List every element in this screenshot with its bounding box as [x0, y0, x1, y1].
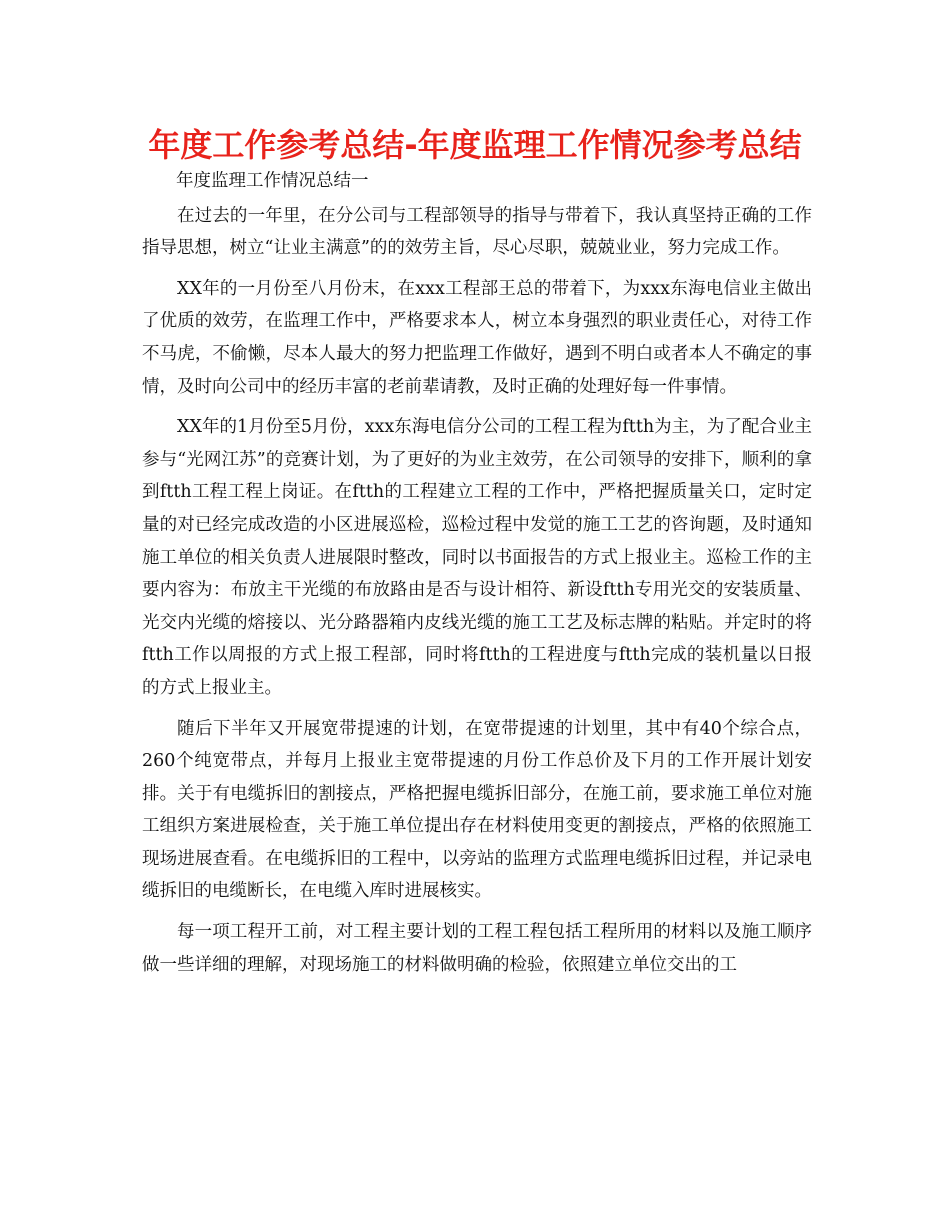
paragraph-3: XX年的1月份至5月份，xxx东海电信分公司的工程工程为ftth为主，为了配合业主参与“光网江苏”的竞赛计划，为了更好的为业主效劳，在公司领导的安排下，顺利的拿到ftth工程工程上岗证。在ftth的工程建立工程的工作中，严格把握质量关口，定时定量的对已经完成改造的小区进展巡检，巡检过程中发觉的施工工艺的咨询题，及时通知施工单位的相关负责人进展限时整改，同时以书面报告的方式上报业主。巡检工作的主要内容为：布放主干光缆的布放路由是否与设计相符、新设ftth专用光交的安装质量、光交内光缆的熔接以、光分路器箱内皮线光缆的施工工艺及标志牌的粘贴。并定时的将ftth工作以周报的方式上报工程部，同时将ftth的工程进度与ftth完成的装机量以日报的方式上报业主。	[142, 417, 812, 698]
document-title: 年度工作参考总结-年度监理工作情况参考总结	[148, 126, 802, 164]
paragraph-4: 随后下半年又开展宽带提速的计划，在宽带提速的计划里，其中有40个综合点，260个纯宽带点，并每月上报业主宽带提速的月份工作总价及下月的工作开展计划安排。关于有电缆拆旧的割接点，严格把握电缆拆旧部分，在施工前，要求施工单位对施工组织方案进展检查，关于施工单位提出存在材料使用变更的割接点，严格的依照施工现场进展查看。在电缆拆旧的工程中，以旁站的监理方式监理电缆拆旧过程，并记录电缆拆旧的电缆断长，在电缆入库时进展核实。	[142, 718, 812, 902]
document-body	[142, 165, 812, 989]
section-heading: 年度监理工作情况总结一	[176, 171, 369, 191]
paragraph-1: 在过去的一年里，在分公司与工程部领导的指导与带着下，我认真坚持正确的工作指导思想，树立“让业主满意”的的效劳主旨，尽心尽职，兢兢业业，努力完成工作。	[142, 205, 812, 259]
paragraph-5: 每一项工程开工前，对工程主要计划的工程工程包括工程所用的材料以及施工顺序做一些详细的理解，对现场施工的材料做明确的检验，依照建立单位交出的工	[142, 922, 812, 975]
paragraph-2: XX年的一月份至八月份末，在xxx工程部王总的带着下，为xxx东海电信业主做出了优质的效劳，在监理工作中，严格要求本人，树立本身强烈的职业责任心，对待工作不马虎，不偷懒，尽本人最大的努力把监理工作做好，遇到不明白或者本人不确定的事情，及时向公司中的经历丰富的老前辈请教，及时正确的处理好每一件事情。	[142, 278, 812, 397]
